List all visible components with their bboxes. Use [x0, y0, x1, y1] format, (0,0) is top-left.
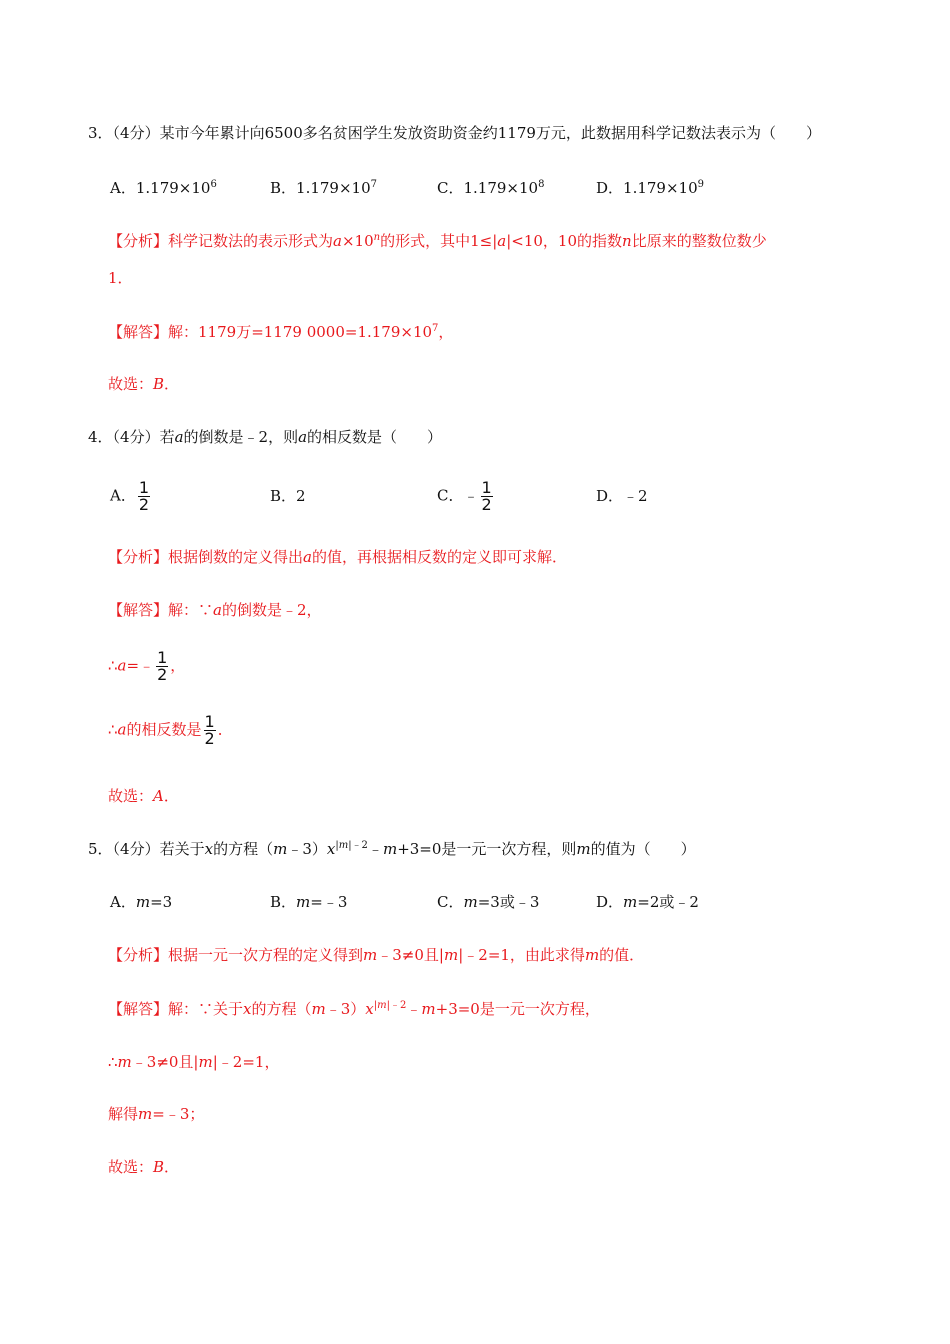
- q4-choice: [108, 786, 179, 806]
- answer-tag: 【解答】: [108, 323, 169, 341]
- q3-analysis-text: 1．: [108, 269, 133, 287]
- q3-option-d-exp: 9: [697, 179, 705, 190]
- q5-stem-text: ﹣3）: [287, 840, 327, 858]
- q3-analysis-text: ×10: [341, 232, 374, 250]
- numerator: 1: [481, 478, 492, 497]
- q3-option-d: [596, 178, 704, 198]
- analysis-tag: 【分析】: [108, 232, 169, 250]
- choice-letter: B: [153, 375, 165, 393]
- var-x: x: [243, 1000, 252, 1018]
- q4-stem-text: 的相反数是（ ）: [307, 428, 443, 446]
- q3-option-c: [437, 178, 544, 198]
- q3-option-a-base: 1.179×10: [135, 179, 211, 197]
- q5-stem-text: +3=0是一元一次方程，则: [397, 840, 577, 858]
- period: ．: [163, 787, 179, 805]
- q5-analysis-text: 的值．: [599, 946, 645, 964]
- q5-step-text: 解得: [108, 1105, 139, 1123]
- choose-label: 故选：: [108, 1158, 154, 1176]
- q3-analysis-text: 比原来的整数位数少: [631, 232, 767, 250]
- q3-option-d-letter: D．: [596, 179, 624, 197]
- q5-answer: [108, 999, 600, 1019]
- q3-option-a: [110, 178, 217, 198]
- q4-step-text: ，: [170, 656, 186, 675]
- var-a: a: [497, 232, 507, 250]
- q5-stem-text: ﹣: [367, 840, 383, 858]
- minus-sign: ﹣: [463, 486, 479, 505]
- exponent: |m|﹣2: [335, 840, 368, 851]
- var-m: m: [135, 893, 151, 911]
- q5-step1: [108, 1052, 279, 1072]
- fraction: [156, 650, 168, 683]
- numerator: 1: [138, 478, 150, 497]
- q4-option-d-letter: D．: [596, 487, 624, 505]
- q4-analysis-text: 根据倒数的定义得出: [168, 548, 304, 566]
- var-m: m: [463, 893, 478, 911]
- q5-option-a-letter: A．: [110, 893, 136, 911]
- q5-step-text: ﹣3≠0且|: [131, 1053, 199, 1071]
- fraction: [138, 480, 150, 513]
- period: ．: [164, 375, 180, 393]
- q5-answer-text: ﹣: [406, 1000, 422, 1018]
- var-m: m: [338, 840, 349, 851]
- var-a: a: [333, 232, 342, 250]
- fraction: [481, 480, 493, 513]
- var-m: m: [138, 1105, 153, 1123]
- q5-answer-text: +3=0是一元一次方程，: [435, 1000, 600, 1018]
- therefore-sign: ∴: [108, 656, 118, 675]
- var-m: m: [363, 946, 378, 964]
- q4-analysis-text: 的值，再根据相反数的定义即可求解．: [311, 548, 567, 566]
- exponent-rest: ﹣2: [390, 1000, 407, 1011]
- q3-option-b-base: 1.179×10: [296, 179, 371, 197]
- q4-step-text: =﹣: [126, 656, 155, 675]
- q4-option-b-letter: B．: [270, 487, 297, 505]
- var-x: x: [326, 840, 336, 858]
- q3-answer-text: 解：1179万=1179 0000=1.179×10: [168, 323, 433, 341]
- period: ．: [164, 1158, 180, 1176]
- q3-option-a-exp: 6: [210, 179, 217, 190]
- var-m: m: [584, 946, 600, 964]
- therefore-sign: ∴: [108, 1053, 118, 1071]
- q5-answer-text: ﹣3）: [325, 1000, 366, 1018]
- q5-answer-text: 的方程（: [251, 1000, 312, 1018]
- q3-option-b-exp: 7: [370, 179, 378, 190]
- exp-n: n: [373, 232, 381, 243]
- therefore-sign: ∴: [108, 720, 118, 739]
- var-m: m: [443, 946, 459, 964]
- q5-option-c: [437, 892, 539, 912]
- var-m: m: [117, 1053, 132, 1071]
- q5-stem-text: 5．（4分）若关于: [88, 840, 205, 858]
- var-n: n: [622, 232, 632, 250]
- q5-option-a-value: =3: [150, 893, 173, 911]
- q4-option-d-value: ﹣2: [623, 487, 648, 505]
- q4-step1: [108, 650, 185, 683]
- q5-analysis-text: 根据一元一次方程的定义得到: [168, 946, 364, 964]
- q3-option-b-letter: B．: [270, 179, 297, 197]
- var-a: a: [298, 428, 308, 446]
- q3-analysis: [108, 231, 767, 251]
- var-m: m: [311, 1000, 326, 1018]
- q3-answer: [108, 322, 453, 342]
- analysis-tag: 【分析】: [108, 946, 169, 964]
- numerator: 1: [157, 648, 168, 667]
- numerator: 1: [204, 712, 215, 731]
- q4-step2: [108, 714, 233, 747]
- q3-option-c-letter: C．: [437, 179, 464, 197]
- q3-answer-text: ，: [438, 323, 454, 341]
- denominator: 2: [157, 665, 168, 684]
- answer-tag: 【解答】: [108, 1000, 169, 1018]
- q5-analysis: [108, 945, 644, 965]
- q3-analysis-text: |<10，10的指数: [506, 232, 623, 250]
- q4-answer-text: 的倒数是﹣2，: [221, 601, 322, 619]
- q5-choice: [108, 1157, 179, 1177]
- var-m: m: [296, 893, 311, 911]
- q5-step-text: |﹣2=1，: [212, 1053, 280, 1071]
- q3-option-a-letter: A．: [110, 179, 136, 197]
- q3-option-c-base: 1.179×10: [463, 179, 539, 197]
- var-a: a: [303, 548, 312, 566]
- q5-analysis-text: |﹣2=1，由此求得: [458, 946, 585, 964]
- q4-option-c: [437, 480, 495, 513]
- var-x: x: [365, 1000, 374, 1018]
- q3-analysis-cont: [108, 268, 133, 288]
- q5-option-d-letter: D．: [596, 893, 624, 911]
- choice-letter: B: [153, 1158, 165, 1176]
- q5-option-b-letter: B．: [270, 893, 297, 911]
- q5-option-b-value: =﹣3: [310, 893, 348, 911]
- q5-answer-text: 解：∵关于: [168, 1000, 244, 1018]
- q5-option-d: [596, 892, 699, 912]
- q4-stem-text: 的倒数是﹣2，则: [183, 428, 299, 446]
- q3-stem: [88, 123, 821, 143]
- q3-option-c-exp: 8: [538, 179, 545, 190]
- q5-analysis-text: ﹣3≠0且|: [377, 946, 444, 964]
- q4-option-c-letter: C．: [437, 486, 464, 505]
- q3-option-d-base: 1.179×10: [623, 179, 698, 197]
- q4-step-text: 的相反数是: [126, 720, 202, 739]
- answer-tag: 【解答】: [108, 601, 169, 619]
- var-m: m: [377, 1000, 387, 1011]
- q5-step-text: =﹣3；: [152, 1105, 205, 1123]
- var-m: m: [382, 840, 398, 858]
- var-m: m: [273, 840, 288, 858]
- q5-option-c-letter: C．: [437, 893, 464, 911]
- q4-option-b: [270, 486, 306, 506]
- q4-step-text: ．: [217, 720, 233, 739]
- var-a: a: [117, 720, 127, 739]
- var-m: m: [421, 1000, 436, 1018]
- q5-stem: [88, 839, 696, 859]
- var-m: m: [623, 893, 638, 911]
- q4-answer-text: 解：∵: [168, 601, 214, 619]
- q3-choice: [108, 374, 179, 394]
- q5-option-d-value: =2或﹣2: [637, 893, 699, 911]
- q4-option-b-value: 2: [296, 487, 306, 505]
- var-a: a: [213, 601, 222, 619]
- choose-label: 故选：: [108, 787, 154, 805]
- choice-letter: A: [153, 787, 164, 805]
- exponent: |m|﹣2: [373, 1000, 407, 1011]
- var-a: a: [174, 428, 184, 446]
- denominator: 2: [138, 495, 150, 514]
- q3-analysis-text: 科学记数法的表示形式为: [168, 232, 334, 250]
- analysis-tag: 【分析】: [108, 548, 169, 566]
- denominator: 2: [481, 495, 492, 514]
- var-a: a: [117, 656, 127, 675]
- q5-option-b: [270, 892, 347, 912]
- q4-stem-text: 4．（4分）若: [88, 428, 175, 446]
- q3-stem-text: 3．（4分）某市今年累计向6500多名贫困学生发放资助资金约1179万元，此数据用科学记数法表示为（ ）: [88, 124, 821, 142]
- q5-step2: [108, 1104, 204, 1124]
- q4-analysis: [108, 547, 567, 567]
- q4-answer: [108, 600, 322, 620]
- choose-label: 故选：: [108, 375, 154, 393]
- q3-answer-exp: 7: [432, 323, 439, 334]
- q4-stem: [88, 427, 442, 447]
- var-m: m: [198, 1053, 213, 1071]
- var-m: m: [576, 840, 591, 858]
- q4-option-d: [596, 486, 648, 506]
- q4-option-a: [110, 480, 152, 513]
- q4-option-a-letter: A．: [110, 486, 136, 505]
- exponent-rest: ﹣2: [351, 840, 368, 851]
- q3-option-b: [270, 178, 377, 198]
- q5-stem-text: 的方程（: [213, 840, 274, 858]
- q5-option-c-value: =3或﹣3: [477, 893, 540, 911]
- q3-analysis-text: 的形式，其中1≤|: [380, 232, 498, 250]
- q5-option-a: [110, 892, 172, 912]
- var-x: x: [204, 840, 214, 858]
- denominator: 2: [204, 729, 215, 748]
- fraction: [204, 714, 216, 747]
- q5-stem-text: 的值为（ ）: [590, 840, 696, 858]
